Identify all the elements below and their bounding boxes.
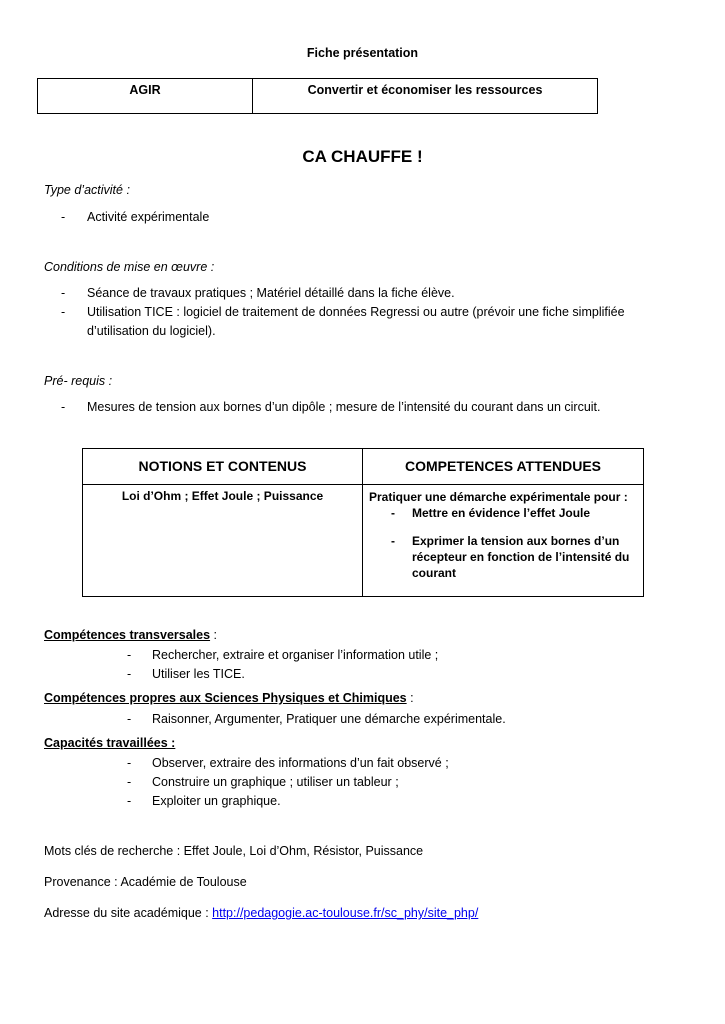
notions-cell: Loi d’Ohm ; Effet Joule ; Puissance xyxy=(83,485,363,597)
list-item: - Exprimer la tension aux bornes d’un xyxy=(391,534,620,548)
list-item: - Raisonner, Argumenter, Pratiquer une démarche expérimentale. xyxy=(127,712,506,726)
list-item: - Mettre en évidence l’effet Joule xyxy=(391,506,591,520)
competences-cell xyxy=(363,485,643,597)
academic-site-link[interactable]: http://pedagogie.ac-toulouse.fr/sc_phy/site_php/ xyxy=(212,906,479,920)
competences-intro: Pratiquer une démarche expérimentale pour : xyxy=(369,490,628,504)
list-item: - Observer, extraire des informations d’un fait observé ; xyxy=(127,756,449,770)
fiche-title: Fiche présentation xyxy=(306,46,419,60)
prerequis-list xyxy=(61,398,601,417)
prerequis-label: Pré- requis : xyxy=(44,374,113,388)
main-title: CA CHAUFFE ! xyxy=(302,147,423,166)
conditions-list xyxy=(61,284,625,341)
header-table xyxy=(37,78,598,114)
list-item: - Utilisation TICE : logiciel de traitement de données Regressi ou autre (prévoir une fiche simplifiée xyxy=(61,305,625,319)
list-item: - Construire un graphique ; utiliser un tableur ; xyxy=(127,775,399,789)
list-item: - Rechercher, extraire et organiser l’information utile ; xyxy=(127,648,439,662)
mots-cles: Mots clés de recherche : Effet Joule, Loi d’Ohm, Résistor, Puissance xyxy=(44,844,424,858)
adresse-line xyxy=(44,906,478,920)
capacites-list xyxy=(127,754,449,811)
header-theme: Convertir et économiser les ressources xyxy=(307,83,543,97)
header-agir: AGIR xyxy=(38,79,253,113)
conditions-label: Conditions de mise en œuvre : xyxy=(44,260,215,274)
list-item: - Séance de travaux pratiques ; Matériel détaillé dans la fiche élève. xyxy=(61,286,455,300)
transversales-list xyxy=(127,646,438,684)
list-item: - Mesures de tension aux bornes d’un dipôle ; mesure de l’intensité du courant dans un circuit. xyxy=(61,400,601,414)
notions-competences-table xyxy=(82,448,644,597)
notions-header: NOTIONS ET CONTENUS xyxy=(83,449,363,484)
table-row xyxy=(83,485,643,597)
capacites-heading: Capacités travaillées : xyxy=(44,736,176,750)
list-item-continuation: d’utilisation du logiciel). xyxy=(87,324,216,338)
list-item-continuation: courant xyxy=(412,566,457,580)
transversales-heading: Compétences transversales : xyxy=(44,628,218,642)
list-item: - Exploiter un graphique. xyxy=(127,794,281,808)
adresse-label: Adresse du site académique : xyxy=(44,906,213,920)
type-activite-label: Type d’activité : xyxy=(44,183,130,197)
propres-list xyxy=(127,710,506,729)
propres-heading: Compétences propres aux Sciences Physiques et Chimiques : xyxy=(44,691,414,705)
list-item: - Utiliser les TICE. xyxy=(127,667,245,681)
type-activite-list xyxy=(61,208,209,227)
provenance: Provenance : Académie de Toulouse xyxy=(44,875,247,889)
competences-header: COMPETENCES ATTENDUES xyxy=(404,458,601,474)
list-item: - Activité expérimentale xyxy=(61,210,210,224)
list-item-continuation: récepteur en fonction de l’intensité du xyxy=(412,550,630,564)
competences-list xyxy=(369,505,643,581)
table-header-row xyxy=(83,449,643,485)
